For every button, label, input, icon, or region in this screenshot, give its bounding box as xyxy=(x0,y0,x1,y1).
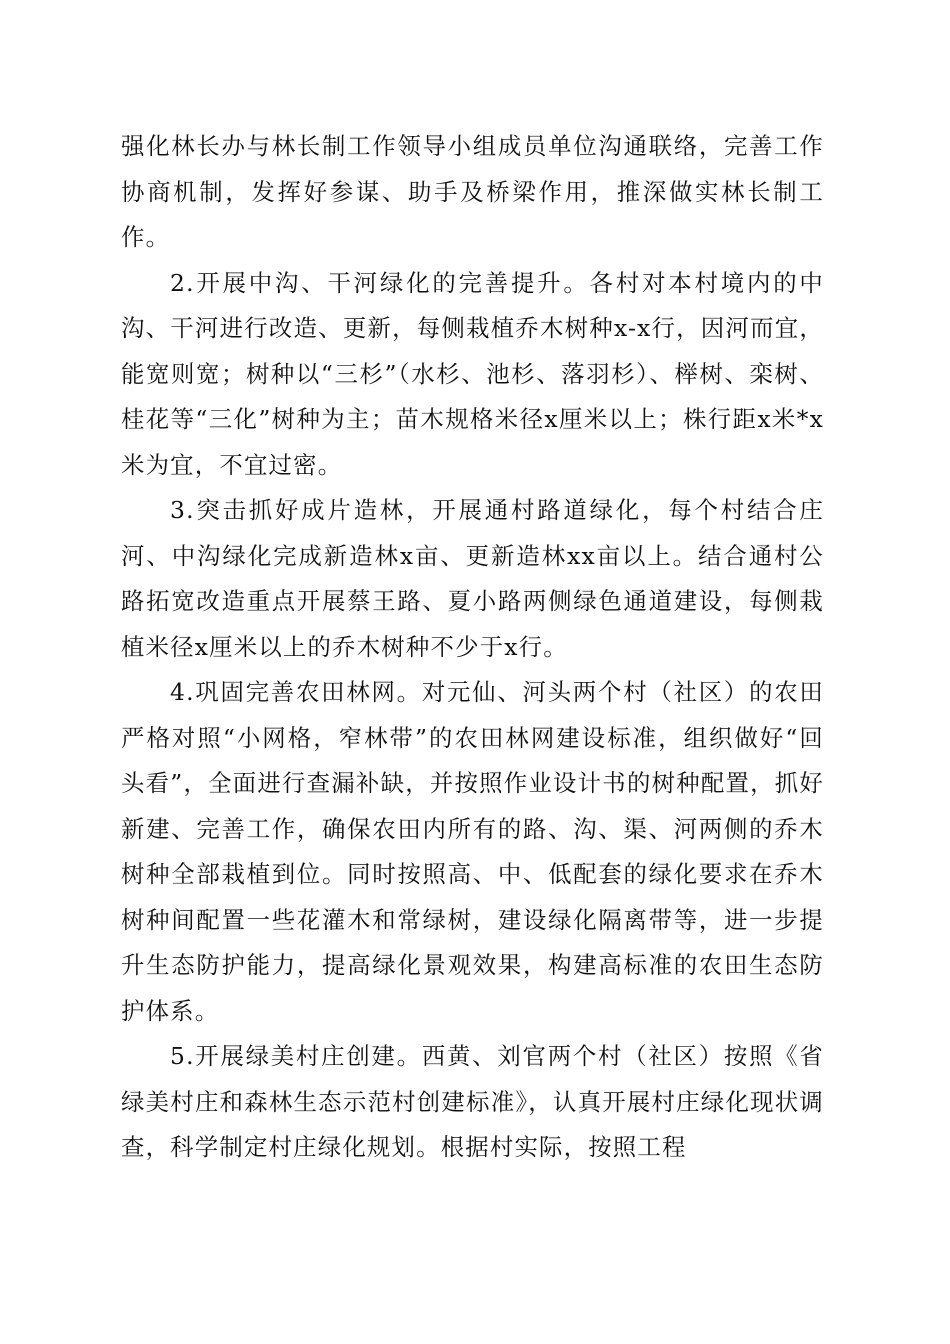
paragraph-item-5: 5.开展绿美村庄创建。西黄、刘官两个村（社区）按照《省绿美村庄和森林生态示范村创建标准》，认真开展村庄绿化现状调查，科学制定村庄绿化规划。根据村实际，按照工程 xyxy=(121,1042,824,1161)
paragraph-item-3: 3.突击抓好成片造林，开展通村路道绿化，每个村结合庄河、中沟绿化完成新造林x亩、更新造林xx亩以上。结合通村公路拓宽改造重点开展蔡王路、夏小路两侧绿色通道建设，每侧栽植米径x厘米以上的乔木树种不少于x行。 xyxy=(121,496,824,661)
paragraph-item-4: 4.巩固完善农田林网。对元仙、河头两个村（社区）的农田严格对照“小网格，窄林带”的农田林网建设标准，组织做好“回头看”，全面进行查漏补缺，并按照作业设计书的树种配置，抓好新建、完善工作，确保农田内所有的路、沟、渠、河两侧的乔木树种全部栽植到位。同时按照高、中、低配套的绿化要求在乔木树种间配置一些花灌木和常绿树，建设绿化隔离带等，进一步提升生态防护能力，提高绿化景观效果，构建高标准的农田生态防护体系。 xyxy=(121,678,824,1025)
paragraph-continuation: 强化林长办与林长制工作领导小组成员单位沟通联络，完善工作协商机制，发挥好参谋、助手及桥梁作用，推深做实林长制工作。 xyxy=(121,132,824,251)
document-body xyxy=(121,124,824,1171)
paragraph-item-2: 2.开展中沟、干河绿化的完善提升。各村对本村境内的中沟、干河进行改造、更新，每侧栽植乔木树种x-x行，因河而宜，能宽则宽；树种以“三杉”（水杉、池杉、落羽杉）、榉树、栾树、桂花等“三化”树种为主；苗木规格米径x厘米以上；株行距x米*x米为宜，不宜过密。 xyxy=(121,268,824,479)
